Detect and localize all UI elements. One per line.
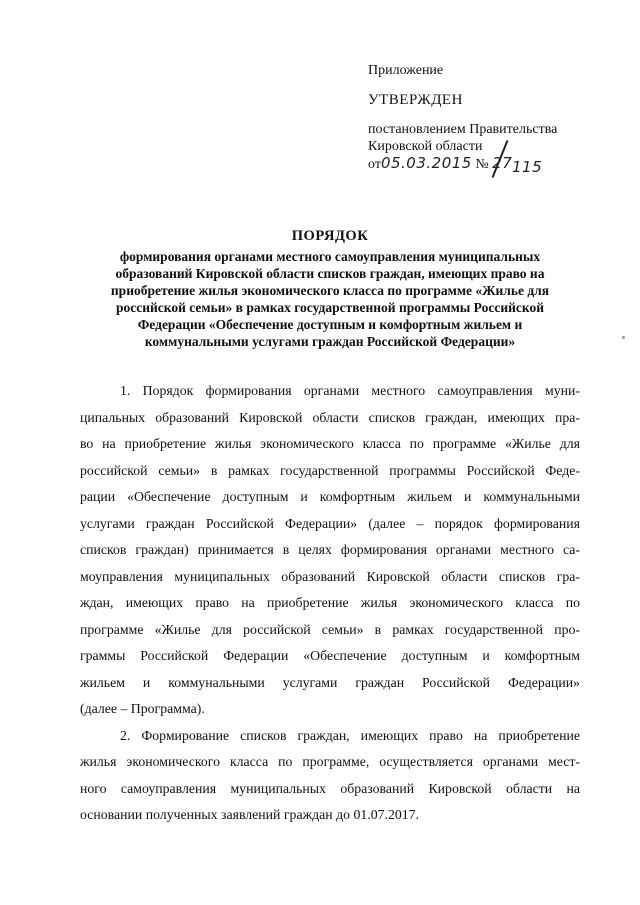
text-line: моуправления муниципальных образований Кировской области списков гра- [80, 568, 580, 584]
text-line: жилья экономического класса по программе, осуществляется органами мест- [80, 754, 580, 769]
handwritten-number-part2: 115 [512, 158, 543, 176]
document-body [80, 378, 580, 829]
handwritten-number-part1: 27 [492, 154, 513, 172]
text-line: во на приобретение жилья экономического класса по программе «Жилье для [80, 436, 580, 451]
text-line: 2. Формирование списков граждан, имеющих право на приобретение [120, 727, 580, 743]
text-line: 1. Порядок формирования органами местного самоуправления муни- [120, 383, 580, 398]
resolution-label: постановлением Правительства [368, 122, 558, 137]
document-title [80, 228, 580, 350]
text-line: рации «Обеспечение доступным и комфортным жильем и коммунальными [80, 489, 580, 504]
text-line: списков граждан) принимается в целях формирования органами местного са- [80, 542, 580, 557]
margin-dot [622, 336, 625, 339]
title-line: приобретение жилья экономического класса по программе «Жилье для [110, 283, 550, 298]
date-number-line [368, 155, 618, 179]
approved-label: УТВЕРЖДЕН [368, 92, 463, 108]
text-line: услугами граждан Российской Федерации» (далее – порядок формирования [80, 515, 580, 531]
title-line: Федерации «Обеспечение доступным и комфортным жильем и [137, 317, 523, 332]
text-line: ципальных образований Кировской области списков граждан, имеющих пра- [80, 409, 580, 425]
title-line: коммунальными услугами граждан Российской Федерации» [144, 334, 516, 349]
region-label: Кировской области [368, 139, 483, 154]
text-line: ждан, имеющих право на приобретение жилья экономического класса по [80, 595, 580, 610]
title-line: российской семьи» в рамках государственной программы Российской [115, 300, 544, 315]
handwritten-date: 05.03.2015 [380, 154, 472, 172]
date-prefix: от [368, 157, 381, 172]
text-line: программе «Жилье для российской семьи» в рамках государственной про- [80, 621, 580, 637]
title-line: формирования органами местного самоуправления муниципальных [119, 249, 541, 264]
text-line: основании полученных заявлений граждан до 01.07.2017. [80, 807, 419, 822]
text-line: ного самоуправления муниципальных образований Кировской области на [80, 780, 580, 796]
paragraph-2 [80, 723, 580, 829]
title-heading: ПОРЯДОК [291, 228, 369, 244]
appendix-label: Приложение [368, 63, 444, 78]
number-sign: № [475, 157, 489, 172]
text-line: российской семьи» в рамках государственной программы Российской Феде- [80, 462, 580, 478]
text-line: (далее – Программа). [80, 701, 205, 716]
title-line: образований Кировской области списков граждан, имеющих право на [115, 266, 545, 281]
text-line: жильем и коммунальными услугами граждан Российской Федерации» [80, 674, 580, 690]
text-line: граммы Российской Федерации «Обеспечение доступным и комфортным [80, 648, 580, 663]
paragraph-1 [80, 378, 580, 723]
approval-stamp [368, 62, 618, 179]
